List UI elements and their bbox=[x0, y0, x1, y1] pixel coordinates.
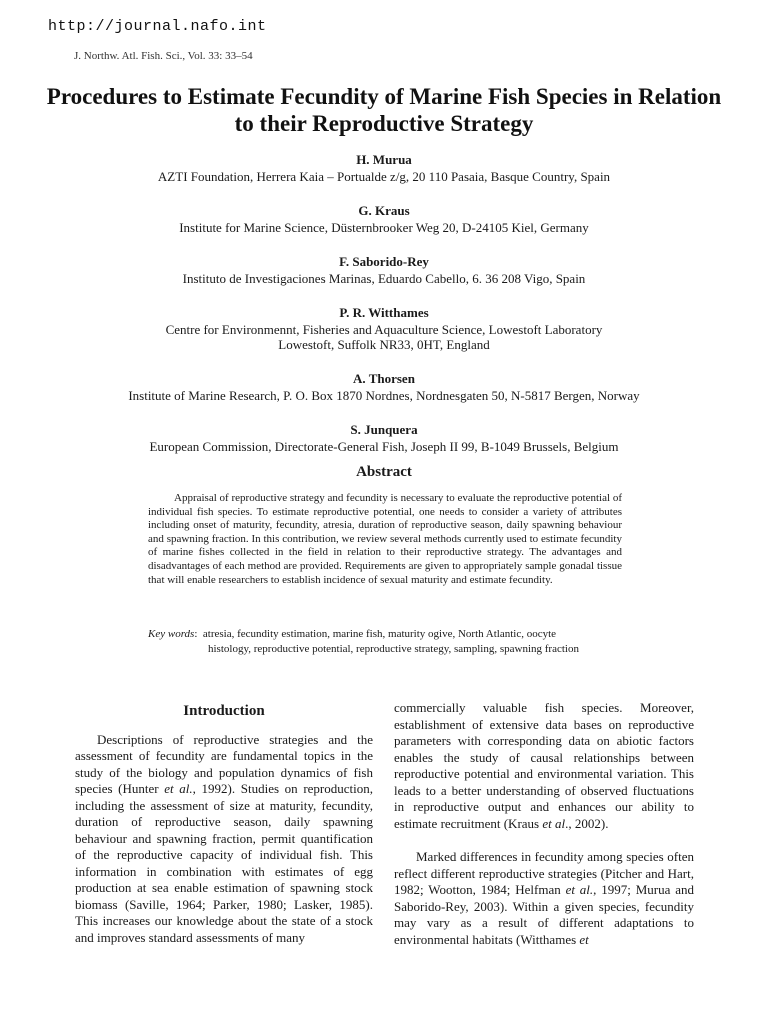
author-affiliation: Lowestoft, Suffolk NR33, 0HT, England bbox=[278, 337, 490, 352]
keywords-line: atresia, fecundity estimation, marine fish, maturity ogive, North Atlantic, oocyte bbox=[202, 628, 557, 640]
paper-title: Procedures to Estimate Fecundity of Marine Fish Species in Relation to their Reproductive Strategy bbox=[46, 84, 722, 136]
author-affiliation: Institute of Marine Research, P. O. Box 1870 Nordnes, Nordnesgaten 50, N-5817 Bergen, Norway bbox=[128, 388, 640, 403]
keywords-line: histology, reproductive potential, reproductive strategy, sampling, spawning fraction bbox=[208, 643, 579, 655]
body-column-right bbox=[394, 700, 694, 948]
author-name: P. R. Witthames bbox=[339, 305, 429, 320]
journal-url-link[interactable]: http://journal.nafo.int bbox=[48, 18, 267, 35]
keywords: Key words: atresia, fecundity estimation, marine fish, maturity ogive, North Atlantic, oocyte histology, reproductive potential, reproductive strategy, sampling, spawning fraction bbox=[148, 627, 624, 657]
author-block bbox=[40, 152, 728, 184]
author-name: G. Kraus bbox=[358, 203, 410, 218]
abstract-text: Appraisal of reproductive strategy and fecundity is necessary to evaluate the reproductive potential of individual fish species. To estimate reproductive potential, one needs to consider a variety of attributes including onset of maturity, fecundity, atresia, duration of reproductive season, daily spawning behaviour and spawning fraction. In this contribution, we review several methods currently used to estimate fecundity of marine fishes collected in the field in relation to their reproductive strategy. The advantages and disadvantages of each method are provided. Requirements are given to appropriately sample gonadal tissue that will enable researchers to establish incidence of sexual maturity and estimate fecundity. bbox=[148, 492, 622, 586]
author-affiliation: Instituto de Investigaciones Marinas, Eduardo Cabello, 6. 36 208 Vigo, Spain bbox=[182, 271, 586, 286]
author-name: H. Murua bbox=[356, 152, 412, 167]
body-column-left bbox=[75, 700, 373, 946]
body-paragraph: Descriptions of reproductive strategies and the assessment of fecundity are fundamental topics in the study of the biology and population dynamics of fish species (Hunter et al., 1992). Studies on reproduction, including the assessment of size at maturity, fecundity, duration of reproductive season, daily spawning behaviour and spawning fraction, permit quantification of the reproductive capacity of individual fish. This information in combination with estimates of egg production at sea enable estimation of spawning stock biomass (Saville, 1964; Parker, 1980; Lasker, 1985). This increases our knowledge about the state of a stock and improves standard assessments of many bbox=[75, 731, 373, 945]
author-affiliation: European Commission, Directorate-General Fish, Joseph II 99, B-1049 Brussels, Belgium bbox=[149, 439, 619, 454]
author-name: S. Junquera bbox=[350, 422, 418, 437]
author-block bbox=[40, 371, 728, 403]
abstract-heading: Abstract bbox=[356, 464, 412, 480]
author-name: F. Saborido-Rey bbox=[339, 254, 429, 269]
author-block bbox=[40, 422, 728, 454]
author-block bbox=[40, 203, 728, 235]
journal-citation: J. Northw. Atl. Fish. Sci., Vol. 33: 33–54 bbox=[74, 50, 253, 62]
body-paragraph: commercially valuable fish species. Moreover, establishment of extensive data bases on reproductive parameters with corresponding data on abiotic factors enables the study of causal relationships between reproductive potential and environmental variation. This leads to a better understanding of observed fluctuations in reproductive output and enhances our ability to estimate recruitment (Kraus et al., 2002). bbox=[394, 700, 694, 831]
author-affiliation: Centre for Environmennt, Fisheries and Aquaculture Science, Lowestoft Laboratory bbox=[165, 322, 603, 337]
author-affiliation: Institute for Marine Science, Düsternbrooker Weg 20, D-24105 Kiel, Germany bbox=[179, 220, 589, 235]
author-block bbox=[40, 254, 728, 286]
author-list bbox=[40, 152, 728, 473]
introduction-heading: Introduction bbox=[183, 703, 265, 719]
keywords-label: Key words bbox=[148, 628, 195, 640]
author-affiliation: AZTI Foundation, Herrera Kaia – Portualde z/g, 20 110 Pasaia, Basque Country, Spain bbox=[157, 169, 611, 184]
body-paragraph: Marked differences in fecundity among species often reflect different reproductive strategies (Pitcher and Hart, 1982; Wootton, 1984; Helfman et al., 1997; Murua and Saborido-Rey, 2003). Within a given species, fecundity may vary as a result of different adaptations to environmental habitats (Witthames et bbox=[394, 849, 694, 947]
author-block bbox=[40, 305, 728, 352]
author-name: A. Thorsen bbox=[353, 371, 415, 386]
